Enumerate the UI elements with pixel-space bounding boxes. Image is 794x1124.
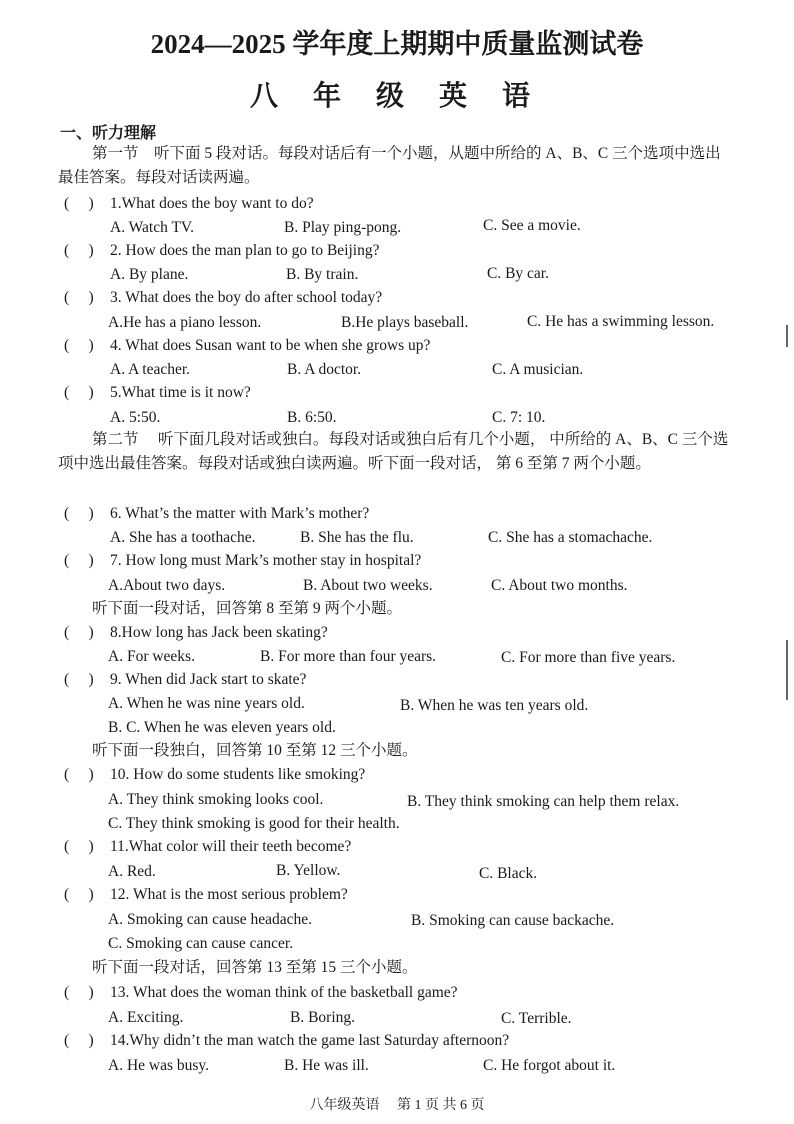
part2-instruction [58,428,734,476]
question-5: 5.What time is it now? [110,384,251,401]
q4-option-b: B. A doctor. [287,361,362,378]
q6-option-c: C. She has a stomachache. [488,529,653,546]
q2-option-a: A. By plane. [110,266,189,283]
q13-option-a: A. Exciting. [108,1009,184,1026]
q11-option-b: B. Yellow. [276,862,341,879]
question-4: 4. What does Susan want to be when she grows up? [110,337,431,354]
answer-blank[interactable]: ( ) [64,289,94,306]
answer-blank[interactable]: ( ) [64,838,94,855]
q9-option-b: B. When he was ten years old. [400,697,589,714]
q13-option-c: C. Terrible. [501,1010,572,1027]
q8-option-b: B. For more than four years. [260,648,437,665]
q14-option-b: B. He was ill. [284,1057,369,1074]
q11-option-a: A. Red. [108,863,156,880]
q7-option-a: A.About two days. [108,577,226,594]
answer-blank[interactable]: ( ) [64,242,94,259]
exam-title: 2024—2025 学年度上期期中质量监测试卷 [150,29,644,59]
question-13: 13. What does the woman think of the basketball game? [110,984,458,1001]
section-heading: 一、听力理解 [60,125,157,142]
q9-option-a: A. When he was nine years old. [108,695,305,712]
answer-blank[interactable]: ( ) [64,886,94,903]
question-9: 9. When did Jack start to skate? [110,671,307,688]
exam-subtitle: 八 年 级 英 语 [249,81,544,112]
part1-instruction-text: 第一节 听下面 5 段对话。每段对话后有一个小题，从题中所给的 A、B、C 三个选项中选出最佳答案。每段对话读两遍。 [58,145,721,186]
question-3: 3. What does the boy do after school today? [110,289,383,306]
question-8: 8.How long has Jack been skating? [110,624,328,641]
q1-option-a: A. Watch TV. [110,219,195,236]
scan-edge-mark [786,325,788,347]
q9-option-c: B. C. When he was eleven years old. [108,719,336,736]
answer-blank[interactable]: ( ) [64,195,94,212]
question-7: 7. How long must Mark’s mother stay in hospital? [110,552,422,569]
dialogue-8-9-instruction: 听下面一段对话，回答第 8 至第 9 两个小题。 [92,600,403,617]
answer-blank[interactable]: ( ) [64,505,94,522]
question-2: 2. How does the man plan to go to Beijing? [110,242,380,259]
monologue-10-12-instruction: 听下面一段独白，回答第 10 至第 12 三个小题。 [92,742,418,759]
scan-edge-mark [786,640,788,700]
question-11: 11.What color will their teeth become? [110,838,352,855]
q5-option-c: C. 7: 10. [492,409,546,426]
q2-option-c: C. By car. [487,265,549,282]
part2-instruction-text: 第二节 听下面几段对话或独白。每段对话或独白后有几个小题， 中所给的 A、B、C 三个选项中选出最佳答案。每段对话或独白读两遍。听下面一段对话， 第 6 至第 7 两个小题。 [58,431,729,472]
answer-blank[interactable]: ( ) [64,766,94,783]
answer-blank[interactable]: ( ) [64,1032,94,1049]
q8-option-c: C. For more than five years. [501,649,676,666]
page-footer: 八年级英语 第 1 页 共 6 页 [309,1098,485,1113]
answer-blank[interactable]: ( ) [64,671,94,688]
answer-blank[interactable]: ( ) [64,384,94,401]
dialogue-13-15-instruction: 听下面一段对话，回答第 13 至第 15 三个小题。 [92,959,418,976]
q8-option-a: A. For weeks. [108,648,195,665]
q11-option-c: C. Black. [479,865,538,882]
q3-option-b: B.He plays baseball. [341,314,469,331]
q5-option-b: B. 6:50. [287,409,337,426]
q10-option-a: A. They think smoking looks cool. [108,791,324,808]
q4-option-c: C. A musician. [492,361,584,378]
q7-option-c: C. About two months. [491,577,628,594]
q14-option-c: C. He forgot about it. [483,1057,616,1074]
q3-option-c: C. He has a swimming lesson. [527,313,715,330]
question-10: 10. How do some students like smoking? [110,766,366,783]
q1-option-b: B. Play ping-pong. [284,219,402,236]
q2-option-b: B. By train. [286,266,359,283]
q3-option-a: A.He has a piano lesson. [108,314,262,331]
part1-instruction [58,142,734,190]
question-6: 6. What’s the matter with Mark’s mother? [110,505,370,522]
answer-blank[interactable]: ( ) [64,552,94,569]
q12-option-c: C. Smoking can cause cancer. [108,935,294,952]
q12-option-b: B. Smoking can cause backache. [411,912,615,929]
q14-option-a: A. He was busy. [108,1057,210,1074]
q5-option-a: A. 5:50. [110,409,161,426]
question-1: 1.What does the boy want to do? [110,195,314,212]
answer-blank[interactable]: ( ) [64,337,94,354]
q1-option-c: C. See a movie. [483,217,581,234]
question-12: 12. What is the most serious problem? [110,886,348,903]
q6-option-b: B. She has the flu. [300,529,414,546]
answer-blank[interactable]: ( ) [64,624,94,641]
q10-option-c: C. They think smoking is good for their health. [108,815,400,832]
q13-option-b: B. Boring. [290,1009,356,1026]
question-14: 14.Why didn’t the man watch the game last Saturday afternoon? [110,1032,510,1049]
q6-option-a: A. She has a toothache. [110,529,256,546]
q4-option-a: A. A teacher. [110,361,191,378]
answer-blank[interactable]: ( ) [64,984,94,1001]
q12-option-a: A. Smoking can cause headache. [108,911,313,928]
q7-option-b: B. About two weeks. [303,577,433,594]
q10-option-b: B. They think smoking can help them relax. [407,793,680,810]
